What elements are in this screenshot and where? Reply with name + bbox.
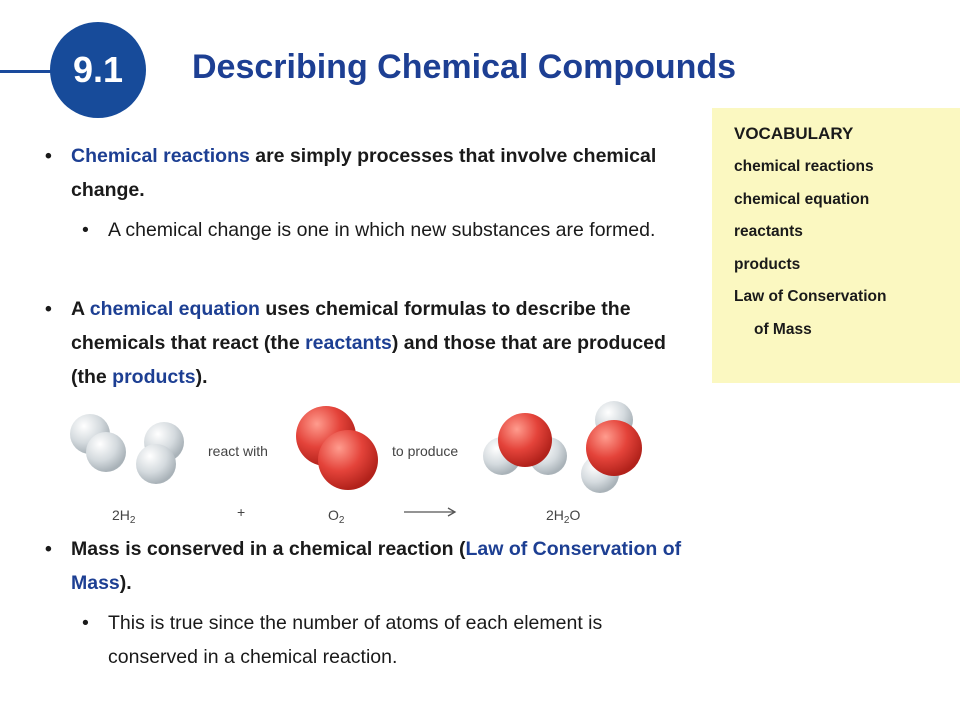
bullet-text: Mass is conserved in a chemical reaction ( [71, 538, 466, 560]
vocab-item: products [734, 255, 801, 273]
equation-2h2o: $2H_2O$ [546, 507, 581, 526]
sub-bullet-atoms-conserved [82, 606, 694, 674]
equation-o2: $O_2$ [328, 507, 345, 526]
term-reactants: reactants [305, 332, 392, 354]
vocab-item: of Mass [754, 320, 812, 338]
to-produce-label: to produce [392, 443, 459, 459]
equation-2h2: $2H_2$ [112, 507, 136, 526]
bullet-text: This is true since the number of atoms of each element is conserved in a chemical reaction. [108, 612, 603, 668]
bullet-mass-conservation [45, 532, 693, 600]
reaction-arrow [404, 508, 455, 516]
bullet-text: ). [195, 366, 208, 388]
term-chemical-equation: chemical equation [89, 298, 260, 320]
bullet-dot: • [45, 298, 52, 320]
vocab-item: chemical reactions [734, 158, 874, 175]
bullet-text: uses chemical formulas to describe the chemicals that react (the [71, 298, 631, 354]
oxygen-molecule [296, 406, 378, 490]
reaction-illustration [60, 398, 680, 530]
term-products: products [112, 366, 196, 388]
vocab-item: Law of Conservation [734, 288, 887, 306]
page-title: Describing Chemical Compounds [192, 48, 737, 86]
react-with-label: react with [208, 443, 268, 459]
section-number-badge: 9.1 [50, 22, 146, 118]
bullet-text: A [71, 298, 90, 320]
hydrogen-molecule-2 [136, 422, 184, 484]
vocab-item: chemical equation [734, 190, 870, 208]
bullet-text: ) and those that are produced (the [71, 332, 666, 388]
vocabulary-panel [712, 108, 960, 383]
bullet-dot: • [45, 538, 52, 560]
bullet-dot: • [82, 219, 89, 241]
term-law-of-conservation-of-mass: Law of Conservation of Mass [71, 538, 682, 594]
water-molecule-2 [581, 401, 642, 493]
term-chemical-reactions: Chemical reactions [71, 145, 250, 167]
bullet-chemical-reactions [45, 139, 693, 207]
bullet-text: ). [119, 572, 132, 594]
bullet-dot: • [82, 612, 89, 634]
sub-bullet-chemical-change [82, 213, 694, 247]
bullet-chemical-equation [45, 292, 693, 394]
vocabulary-title: VOCABULARY [734, 124, 854, 143]
hydrogen-molecule-1 [70, 414, 126, 472]
equation-plus: + [237, 504, 246, 520]
bullet-text: are simply processes that involve chemical change. [71, 145, 657, 201]
water-molecule-1 [483, 413, 567, 475]
vocab-item: reactants [734, 223, 803, 241]
bullet-text: A chemical change is one in which new substances are formed. [108, 219, 656, 241]
bullet-dot: • [45, 145, 52, 167]
